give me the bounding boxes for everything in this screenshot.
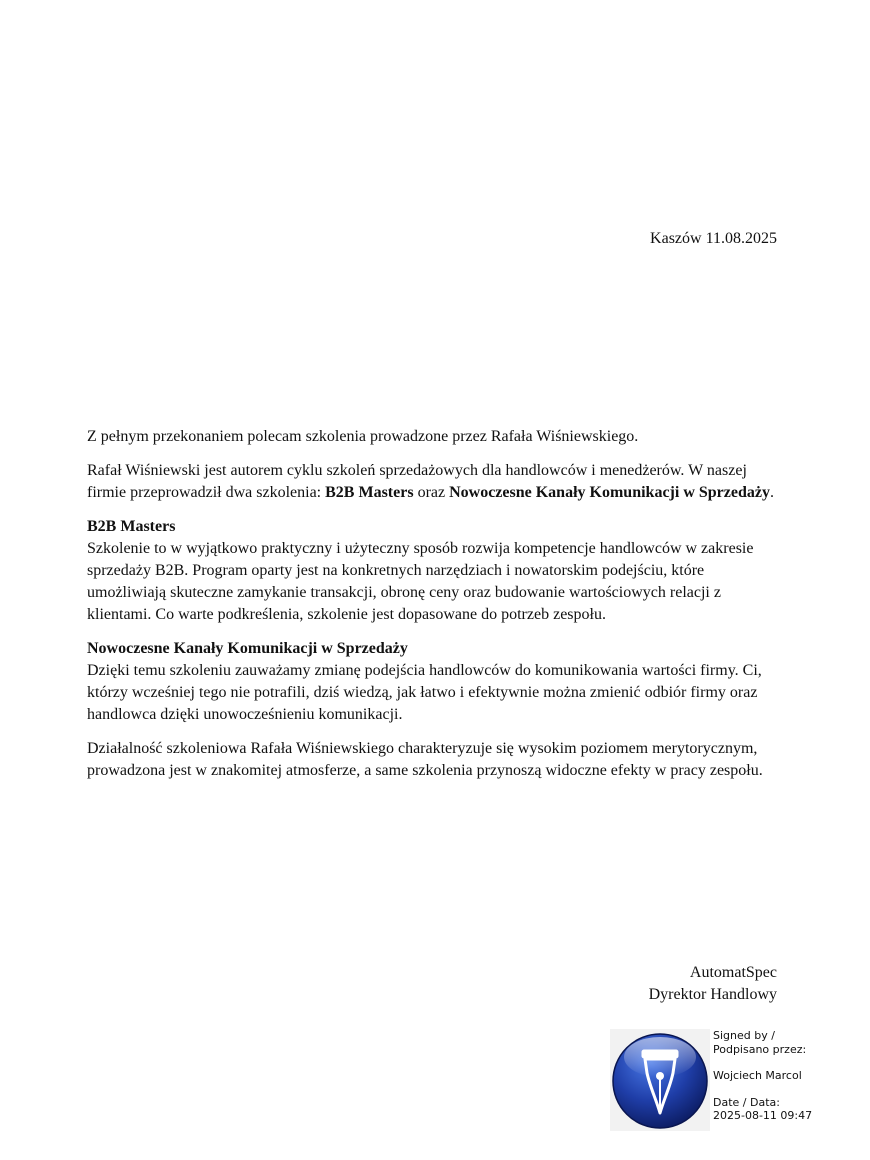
trainings-text-3: .	[769, 484, 774, 501]
company-name: AutomatSpec	[689, 964, 777, 981]
section-channels-text: Dzięki temu szkoleniu zauważamy zmianę podejścia handlowców do komunikowania wartości firmy. Ci, którzy wcześniej tego nie potrafili, dziś wiedzą, jak łatwo i efektywnie można zmienić odbiór firmy oraz handlowca dzięki unowocześnieniu komunikacji.	[87, 662, 762, 723]
signed-by-label-1: Signed by /	[713, 1029, 775, 1042]
place-and-date: Kaszów 11.08.2025	[650, 230, 777, 247]
training-name-channels: Nowoczesne Kanały Komunikacji w Sprzedaży	[449, 484, 770, 501]
fountain-pen-nib-icon	[610, 1029, 710, 1131]
section-b2b	[87, 516, 777, 626]
signed-by-label-2: Podpisano przez:	[713, 1042, 807, 1056]
training-name-b2b: B2B Masters	[325, 484, 414, 501]
section-b2b-text: Szkolenie to w wyjątkowo praktyczny i użyteczny sposób rozwija kompetencje handlowców w zakresie sprzedaży B2B. Program oparty jest na konkretnych narzędziach i nowatorskim podejściu, które umożliwiają skuteczne zamykanie transakcji, obronę ceny oraz budowanie wartościowych relacji z klientami. Co warte podkreślenia, szkolenie jest dopasowane do potrzeb zespołu.	[87, 540, 754, 623]
signer-name: Wojciech Marcol	[713, 1069, 802, 1082]
digital-signature-stamp[interactable]	[610, 1026, 840, 1136]
trainings-text-1: Rafał Wiśniewski jest autorem cyklu szkoleń sprzedażowych dla handlowców i menedżerów. W naszej firmie przeprowadził dwa szkolenia:	[87, 462, 747, 501]
trainings-text-2: oraz	[413, 484, 450, 501]
section-channels-title: Nowoczesne Kanały Komunikacji w Sprzedaży	[87, 640, 408, 657]
signer-role: Dyrektor Handlowy	[648, 986, 777, 1003]
intro-paragraph: Z pełnym przekonaniem polecam szkolenia prowadzone przez Rafała Wiśniewskiego.	[87, 428, 639, 445]
trainings-paragraph	[87, 460, 777, 504]
section-channels	[87, 638, 777, 726]
section-b2b-title: B2B Masters	[87, 518, 176, 535]
signature-details	[713, 1029, 812, 1123]
date-label: Date / Data:	[713, 1095, 780, 1109]
date-value: 2025-08-11 09:47	[713, 1109, 813, 1122]
letter-body	[87, 426, 777, 794]
closing-paragraph: Działalność szkoleniowa Rafała Wiśniewskiego charakteryzuje się wysokim poziomem merytorycznym, prowadzona jest w znakomitej atmosferze, a same szkolenia przynoszą widoczne efekty w pracy zespołu.	[87, 740, 763, 779]
signature-block	[649, 962, 777, 1006]
